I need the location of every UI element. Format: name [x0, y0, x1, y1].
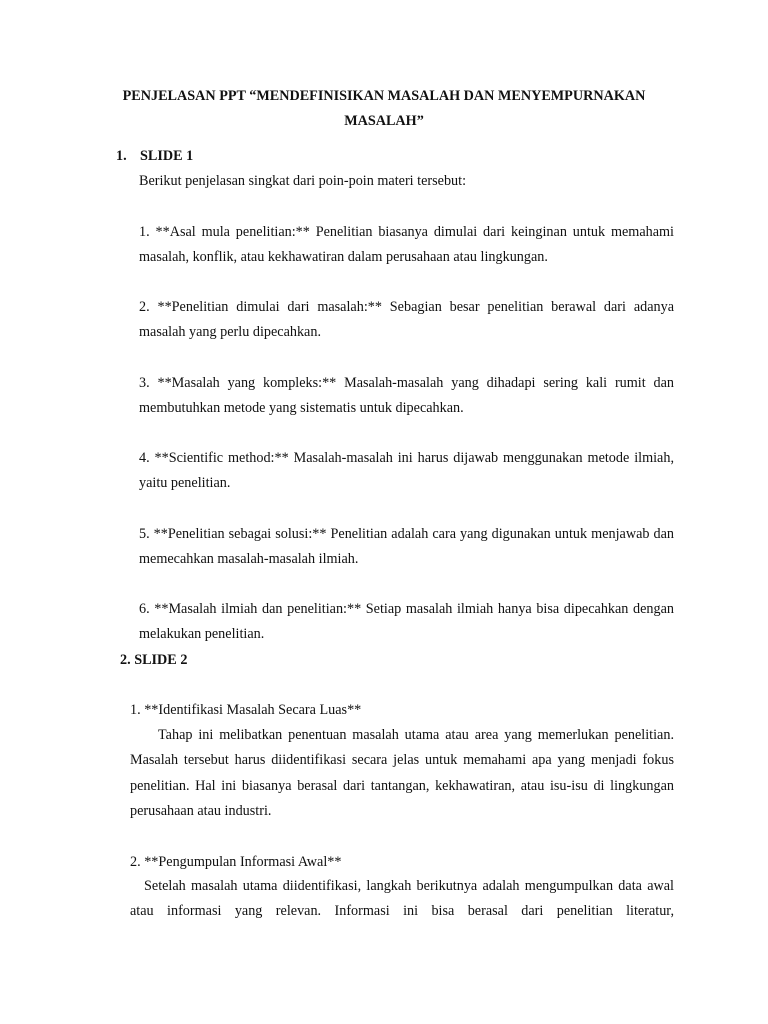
slide-2-heading: 2. SLIDE 2	[120, 652, 188, 668]
slide-1-heading-label: SLIDE 1	[140, 148, 194, 164]
slide-1-point-3: 3. **Masalah yang kompleks:** Masalah-masalah yang dihadapi sering kali rumit dan membutuhkan metode yang sistematis untuk dipecahkan.	[139, 375, 674, 417]
slide-1-point-4: 4. **Scientific method:** Masalah-masalah ini harus dijawab menggunakan metode ilmiah, yaitu penelitian.	[139, 450, 674, 492]
slide-1-point-5: 5. **Penelitian sebagai solusi:** Penelitian adalah cara yang digunakan untuk menjawab dan memecahkan masalah-masalah ilmiah.	[139, 526, 674, 568]
slide-1-heading	[116, 144, 193, 169]
slide-1-point-6: 6. **Masalah ilmiah dan penelitian:** Setiap masalah ilmiah hanya bisa dipecahkan dengan melakukan penelitian.	[139, 601, 674, 643]
slide-1-number: 1.	[116, 148, 127, 164]
slide-1-point-1: 1. **Asal mula penelitian:** Penelitian biasanya dimulai dari keinginan untuk memahami masalah, konflik, atau kekhawatiran dalam perusahaan atau lingkungan.	[139, 224, 674, 266]
slide-2-section-1-body: Tahap ini melibatkan penentuan masalah utama atau area yang memerlukan penelitian. Masalah tersebut harus diidentifikasi secara jelas untuk memahami apa yang menjadi fokus penelitian. Hal ini biasanya berasal dari tantangan, kekhawatiran, atau isu-isu di lingkungan perusahaan atau industri.	[130, 727, 674, 819]
slide-1-point-2: 2. **Penelitian dimulai dari masalah:** Sebagian besar penelitian berawal dari adanya masalah yang perlu dipecahkan.	[139, 299, 674, 341]
document-title: PENJELASAN PPT “MENDEFINISIKAN MASALAH DAN MENYEMPURNAKAN MASALAH”	[122, 88, 646, 129]
slide-1-intro: Berikut penjelasan singkat dari poin-poin materi tersebut:	[139, 173, 467, 189]
slide-2-section-2-body: Setelah masalah utama diidentifikasi, langkah berikutnya adalah mengumpulkan data awal atau informasi yang relevan. Informasi ini bisa berasal dari penelitian literatur,	[130, 878, 674, 920]
slide-2-section-2-title: 2. **Pengumpulan Informasi Awal**	[130, 854, 342, 870]
slide-2-section-1-title: 1. **Identifikasi Masalah Secara Luas**	[130, 702, 362, 718]
